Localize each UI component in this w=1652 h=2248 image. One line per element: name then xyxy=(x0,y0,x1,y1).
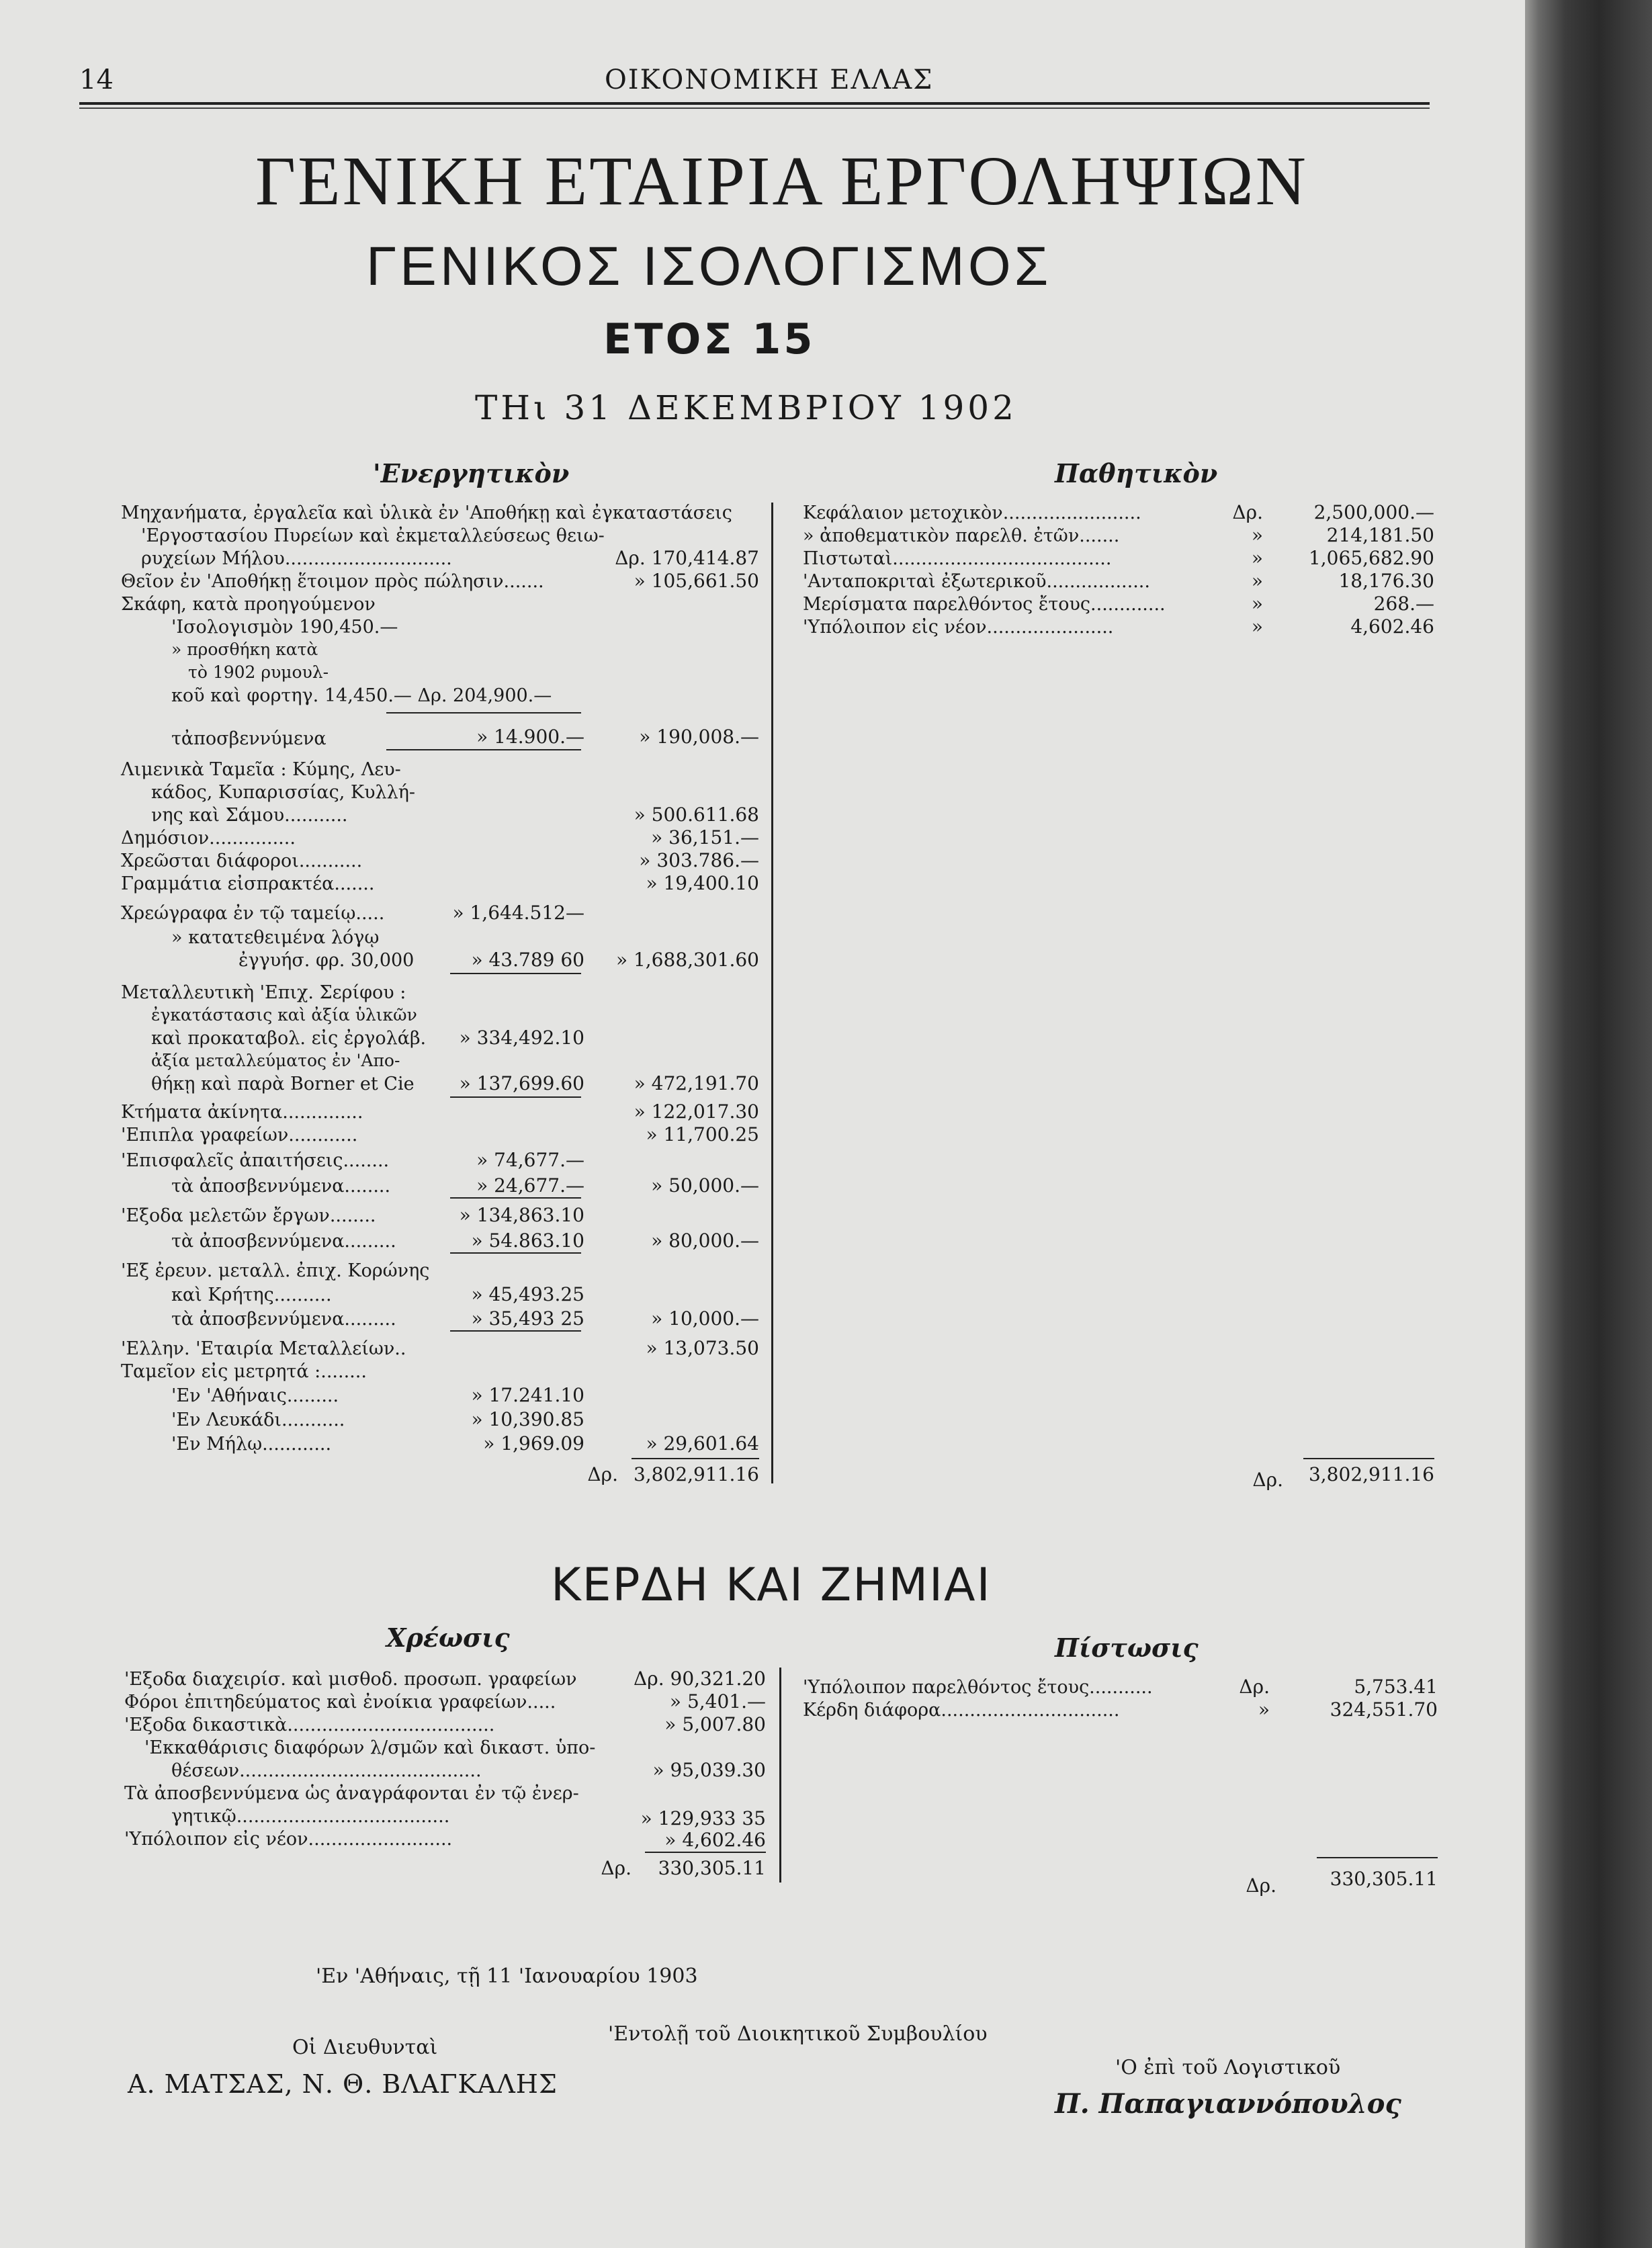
asset-amount: » 500.611.68 xyxy=(634,804,759,826)
debit-line: 'Εξοδα δικαστικὰ.................................... xyxy=(124,1715,495,1735)
asset-amount: Δρ. 170,414.87 xyxy=(615,547,759,569)
subtotal-rule xyxy=(450,1252,581,1254)
credit-line: Κέρδη διάφορα............................... xyxy=(803,1700,1120,1721)
asset-amount: » 13,073.50 xyxy=(646,1337,759,1359)
asset-subamount: » 35,493 25 xyxy=(471,1307,584,1330)
liability-line: Πιστωταὶ...................................... xyxy=(803,548,1112,569)
asset-line: Λιμενικὰ Ταμεῖα : Κύμης, Λευ- xyxy=(121,759,401,780)
asset-amount: » 36,151.— xyxy=(651,826,759,849)
debit-amount: Δρ. 90,321.20 xyxy=(634,1668,766,1690)
company-name: ΓΕΝΙΚΗ ΕΤΑΙΡΙΑ ΕΡΓΟΛΗΨΙΩΝ xyxy=(255,142,1308,220)
asset-line: ἀξία μεταλλεύματος ἐν 'Απο- xyxy=(151,1051,400,1070)
liability-currency: » xyxy=(1251,524,1263,546)
liability-line: Μερίσματα παρελθόντος ἔτους............. xyxy=(803,594,1166,615)
subtotal-rule xyxy=(450,1330,581,1332)
asset-amount: » 122,017.30 xyxy=(634,1100,759,1123)
debit-line: 'Εξοδα διαχειρίσ. καὶ μισθοδ. προσωπ. γραφείων xyxy=(124,1669,577,1690)
asset-amount: » 1,688,301.60 xyxy=(615,949,759,971)
credit-line: 'Υπόλοιπον παρελθόντος ἔτους........... xyxy=(803,1677,1153,1698)
debit-total-label: Δρ. xyxy=(601,1857,632,1879)
accountant-name: Π. Παπαγιαννόπουλος xyxy=(1055,2088,1401,2120)
asset-line: Ταμεῖον εἰς μετρητά :........ xyxy=(121,1361,367,1382)
asset-line: ἐγκατάστασις καὶ ἀξία ὑλικῶν xyxy=(151,1005,417,1025)
assets-total-label: Δρ. xyxy=(587,1463,618,1485)
asset-subamount: » 45,493.25 xyxy=(471,1283,584,1305)
debit-line: γητικῷ..................................... xyxy=(171,1806,450,1827)
asset-line: 'Εργοστασίου Πυρείων καὶ ἐκμεταλλεύσεως θειω- xyxy=(141,525,605,546)
publication-title: ΟΙΚΟΝΟΜΙΚΗ ΕΛΛΑΣ xyxy=(605,64,934,95)
debit-amount: » 5,401.— xyxy=(669,1690,766,1713)
balance-date: ΤΗι 31 ΔΕΚΕΜΒΡΙΟΥ 1902 xyxy=(475,388,1017,427)
header-rule xyxy=(79,102,1430,105)
subtotal-rule xyxy=(450,1096,581,1098)
subtotal-rule xyxy=(386,749,581,750)
asset-line: ἐγγυήσ. φρ. 30,000 xyxy=(238,950,415,971)
page-number: 14 xyxy=(79,64,114,95)
asset-line: Δημόσιον............... xyxy=(121,828,296,849)
liability-currency: Δρ. xyxy=(1232,501,1263,523)
asset-line: καὶ προκαταβολ. εἰς ἐργολάβ. xyxy=(151,1028,427,1049)
fiscal-year: ΕΤΟΣ 15 xyxy=(603,314,816,363)
liability-amount: 4,602.46 xyxy=(1350,615,1434,638)
asset-subamount: » 14.900.— xyxy=(476,726,584,748)
directors-names: Α. ΜΑΤΣΑΣ, Ν. Θ. ΒΛΑΓΚΑΛΗΣ xyxy=(128,2069,558,2099)
asset-amount: » 50,000.— xyxy=(651,1174,759,1197)
asset-subamount: » 24,677.— xyxy=(476,1174,584,1197)
asset-amount: » 472,191.70 xyxy=(634,1072,759,1094)
asset-line: τὰ ἀποσβεννύμενα......... xyxy=(171,1231,396,1252)
asset-line: τὰ ἀποσβεννύμενα........ xyxy=(171,1176,391,1197)
credit-currency: Δρ. xyxy=(1239,1676,1270,1698)
asset-line: κάδος, Κυπαρισσίας, Κυλλή- xyxy=(151,782,416,803)
subtotal-rule xyxy=(386,712,581,714)
asset-line: 'Επισφαλεῖς ἀπαιτήσεις........ xyxy=(121,1150,390,1171)
liability-line: » ἀποθεματικὸν παρελθ. ἐτῶν....... xyxy=(803,525,1120,546)
header-rule-thin xyxy=(79,107,1430,109)
asset-line: 'Εξοδα μελετῶν ἔργων........ xyxy=(121,1205,376,1226)
asset-subamount: » 43.789 60 xyxy=(471,949,584,971)
liabilities-total: 3,802,911.16 xyxy=(1308,1463,1434,1485)
asset-amount: » 10,000.— xyxy=(651,1307,759,1330)
asset-line: τἀποσβεννύμενα xyxy=(171,728,327,749)
debit-amount: » 5,007.80 xyxy=(664,1713,766,1735)
liability-amount: 214,181.50 xyxy=(1326,524,1434,546)
liability-amount: 1,065,682.90 xyxy=(1308,547,1434,569)
asset-subamount: » 10,390.85 xyxy=(471,1408,584,1430)
asset-amount: » 19,400.10 xyxy=(646,872,759,894)
debit-line: θέσεων.......................................... xyxy=(171,1760,482,1781)
asset-subamount: » 334,492.10 xyxy=(459,1027,584,1049)
liability-currency: » xyxy=(1251,547,1263,569)
asset-subamount: » 1,644.512— xyxy=(452,902,584,924)
asset-line: 'Επιπλα γραφείων............ xyxy=(121,1125,358,1145)
total-rule xyxy=(1317,1857,1438,1858)
place-date: 'Εν 'Αθήναις, τῇ 11 'Ιανουαρίου 1903 xyxy=(316,1964,698,1988)
asset-line: τὸ 1902 ρυμουλ- xyxy=(188,662,329,682)
asset-amount: » 29,601.64 xyxy=(646,1432,759,1455)
credit-currency: » xyxy=(1258,1698,1270,1721)
asset-subamount: » 74,677.— xyxy=(476,1149,584,1171)
asset-subamount: » 17.241.10 xyxy=(471,1384,584,1406)
asset-amount: » 80,000.— xyxy=(651,1229,759,1252)
asset-line: νης καὶ Σάμου........... xyxy=(151,805,348,826)
asset-line: 'Εν 'Αθήναις......... xyxy=(171,1385,339,1406)
profit-loss-title: ΚΕΡΔΗ ΚΑΙ ΖΗΜΙΑΙ xyxy=(551,1559,992,1612)
total-rule xyxy=(645,1852,766,1853)
liability-currency: » xyxy=(1251,570,1263,592)
asset-line: Χρεώγραφα ἐν τῷ ταμείῳ..... xyxy=(121,903,385,924)
assets-heading: 'Ενεργητικὸν xyxy=(373,458,570,488)
liability-amount: 2,500,000.— xyxy=(1313,501,1434,523)
liability-currency: » xyxy=(1251,593,1263,615)
asset-amount: » 190,008.— xyxy=(639,726,759,748)
book-gutter xyxy=(1525,0,1652,2248)
subtotal-rule xyxy=(450,1197,581,1199)
directors-label: Οἱ Διευθυνταὶ xyxy=(292,2036,438,2059)
credit-total-label: Δρ. xyxy=(1246,1874,1276,1897)
debit-amount: » 95,039.30 xyxy=(652,1759,766,1781)
asset-line: 'Εν Μήλῳ............ xyxy=(171,1434,332,1455)
asset-line: » προσθήκη κατὰ xyxy=(171,640,318,659)
asset-line: 'Ελλην. 'Εταιρία Μεταλλείων.. xyxy=(121,1338,406,1359)
asset-line: 'Ισολογισμὸν 190,450.— xyxy=(171,617,398,638)
liability-amount: 18,176.30 xyxy=(1338,570,1434,592)
assets-total: 3,802,911.16 xyxy=(633,1463,759,1485)
debit-heading: Χρέωσις xyxy=(386,1623,510,1653)
balance-sheet-title: ΓΕΝΙΚΟΣ ΙΣΟΛΟΓΙΣΜΟΣ xyxy=(366,236,1052,297)
debit-amount: » 129,933 35 xyxy=(640,1807,766,1829)
liabilities-total-label: Δρ. xyxy=(1252,1469,1283,1491)
asset-line: τὰ ἀποσβεννύμενα......... xyxy=(171,1309,396,1330)
credit-heading: Πίστωσις xyxy=(1055,1633,1199,1663)
subtotal-rule xyxy=(450,973,581,974)
total-rule xyxy=(1303,1458,1434,1459)
asset-line: ρυχείων Μήλου............................. xyxy=(141,548,452,569)
asset-line: Θεῖον ἐν 'Αποθήκῃ ἕτοιμον πρὸς πώλησιν....... xyxy=(121,571,544,592)
asset-line: καὶ Κρήτης.......... xyxy=(171,1285,332,1305)
asset-subamount: » 1,969.09 xyxy=(483,1432,584,1455)
asset-line: θήκῃ καὶ παρὰ Borner et Cie xyxy=(151,1074,415,1094)
asset-line: Σκάφη, κατὰ προηγούμενον xyxy=(121,594,376,615)
liabilities-heading: Παθητικὸν xyxy=(1055,458,1218,488)
liability-line: 'Υπόλοιπον εἰς νέον...................... xyxy=(803,617,1114,638)
asset-subamount: » 54.863.10 xyxy=(471,1229,584,1252)
asset-amount: » 303.786.— xyxy=(639,849,759,871)
total-rule xyxy=(632,1458,759,1459)
asset-amount: » 11,700.25 xyxy=(646,1123,759,1145)
asset-subamount: » 134,863.10 xyxy=(459,1204,584,1226)
asset-line: Μεταλλευτικὴ 'Επιχ. Σερίφου : xyxy=(121,982,406,1003)
asset-subamount: » 137,699.60 xyxy=(459,1072,584,1094)
pl-column-divider xyxy=(779,1668,781,1883)
column-divider xyxy=(771,503,773,1483)
asset-line: Μηχανήματα, ἐργαλεῖα καὶ ὑλικὰ ἐν 'Αποθήκῃ καὶ ἐγκαταστάσεις xyxy=(121,503,732,523)
debit-line: 'Υπόλοιπον εἰς νέον......................... xyxy=(124,1829,453,1850)
debit-amount: » 4,602.46 xyxy=(664,1829,766,1851)
debit-total: 330,305.11 xyxy=(658,1857,766,1879)
asset-amount: » 105,661.50 xyxy=(634,570,759,592)
credit-amount: 324,551.70 xyxy=(1330,1698,1438,1721)
asset-line: Χρεῶσται διάφοροι........... xyxy=(121,851,363,871)
debit-line: 'Εκκαθάρισις διαφόρων λ/σμῶν καὶ δικαστ. ὑπο- xyxy=(144,1737,596,1758)
liability-line: 'Ανταποκριταὶ ἐξωτερικοῦ.................. xyxy=(803,571,1150,592)
asset-line: » κατατεθειμένα λόγῳ xyxy=(171,927,380,948)
asset-line: 'Εξ ἐρευν. μεταλλ. ἐπιχ. Κορώνης xyxy=(121,1260,430,1281)
liability-currency: » xyxy=(1251,615,1263,638)
debit-line: Φόροι ἐπιτηδεύματος καὶ ἐνοίκια γραφείων..... xyxy=(124,1692,556,1713)
liability-line: Κεφάλαιον μετοχικὸν........................ xyxy=(803,503,1141,523)
asset-line: Γραμμάτια εἰσπρακτέα....... xyxy=(121,873,375,894)
board-order: 'Εντολῇ τοῦ Διοικητικοῦ Συμβουλίου xyxy=(608,2022,988,2046)
credit-total: 330,305.11 xyxy=(1330,1868,1438,1890)
debit-line: Τὰ ἀποσβεννύμενα ὡς ἀναγράφονται ἐν τῷ ἐνερ- xyxy=(124,1783,579,1804)
credit-amount: 5,753.41 xyxy=(1354,1676,1438,1698)
accountant-label: 'Ο ἐπὶ τοῦ Λογιστικοῦ xyxy=(1115,2056,1341,2079)
asset-line: κοῦ καὶ φορτηγ. 14,450.— Δρ. 204,900.— xyxy=(171,685,552,706)
asset-line: 'Εν Λευκάδι........... xyxy=(171,1410,345,1430)
asset-line: Κτήματα ἀκίνητα.............. xyxy=(121,1102,363,1123)
liability-amount: 268.— xyxy=(1373,593,1434,615)
